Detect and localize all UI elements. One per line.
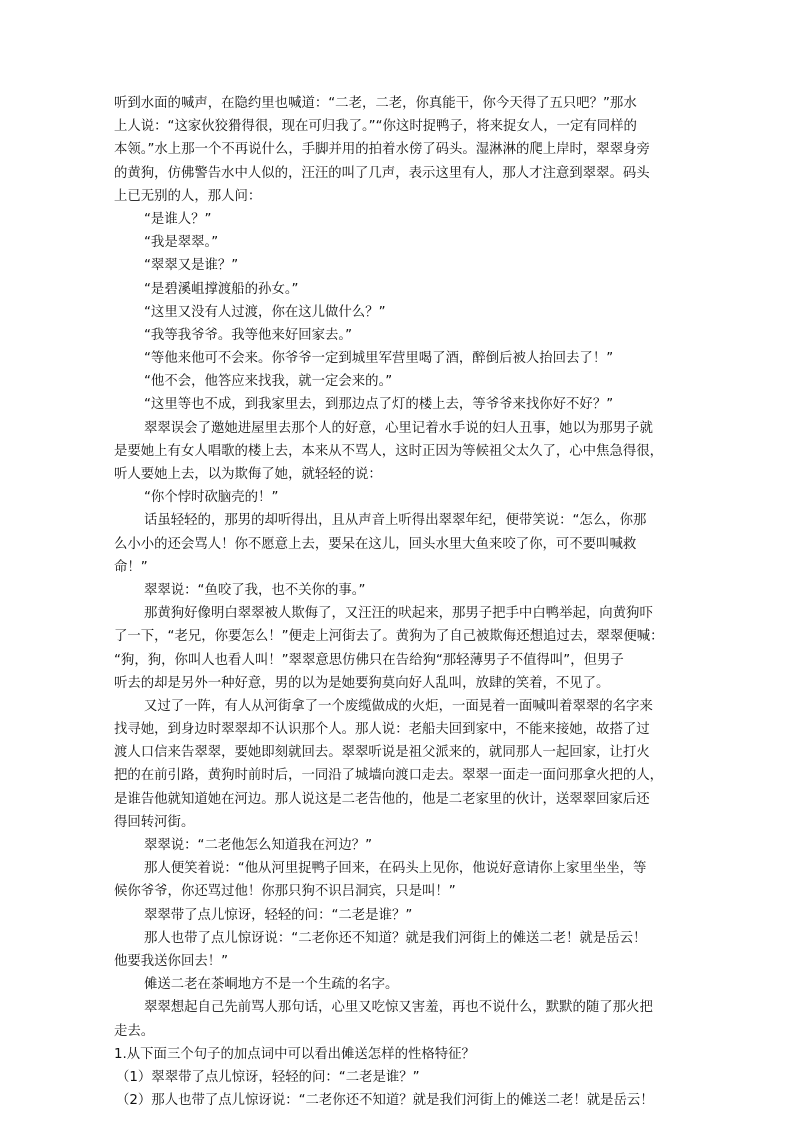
passage-line: 听人要她上去，以为欺侮了她，就轻轻的说： [114,467,382,482]
passage-line: 上已无别的人，那人问： [114,188,262,204]
passage-line: “是碧溪岨撑渡船的孙女。” [144,281,299,297]
passage-line: “翠翠又是谁？” [144,258,239,274]
passage-line: “这里等也不成，到我家里去，到那边点了灯的楼上去，等爷爷来找你好不好？” [144,397,614,413]
passage-line: “我等我爷爷。我等他来好回家去。” [144,327,353,343]
passage-line: “他不会，他答应来找我，就一定会来的。” [144,374,393,390]
passage-line: 的黄狗，仿佛警告水中人似的，汪汪的叫了几声，表示这里有人，那人才注意到翠翠。码头 [114,165,650,181]
passage-line: 把的在前引路，黄狗时前时后，一同沿了城墙向渡口走去。翠翠一面走一面问那拿火把的人， [114,768,664,784]
passage-line: 翠翠想起自己先前骂人那句话，心里又吃惊又害羞，再也不说什么，默默的随了那火把 [144,1000,653,1016]
passage-line: 是要她上有女人唱歌的楼上去，本来从不骂人，这时正因为等候祖父太久了，心中焦急得很， [114,443,664,459]
passage-line: 他要我送你回去！” [114,953,229,969]
question-title: 1.从下面三个句子的加点词中可以看出傩送怎样的性格特征？ [114,1046,475,1062]
passage-text [114,92,680,1043]
passage-line: 本领。”水上那一个不再说什么，手脚并用的拍着水傍了码头。湿淋淋的爬上岸时，翠翠身旁 [114,142,650,158]
passage-line: “你个悖时砍脑壳的！” [144,490,279,506]
passage-line: 话虽轻轻的，那男的却听得出，且从声音上听得出翠翠年纪，便带笑说：“怎么，你那 [144,513,647,529]
passage-line: 走去。 [114,1023,155,1039]
passage-line: 又过了一阵，有人从河街拿了一个废缆做成的火炬，一面晃着一面喊叫着翠翠的名字来 [144,698,653,714]
passage-line: 翠翠说：“鱼咬了我，也不关你的事。” [144,582,366,598]
passage-line: 傩送二老在茶峒地方不是一个生疏的名字。 [144,977,399,993]
passage-line: 听到水面的喊声，在隐约里也喊道：“二老，二老，你真能干，你今天得了五只吧？”那水 [114,96,637,111]
question-block [114,1043,680,1113]
passage-line: 听去的却是另外一种好意，男的以为是她要狗莫向好人乱叫，放肆的笑着，不见了。 [114,675,610,691]
passage-line: 那人便笑着说：“他从河里捉鸭子回来，在码头上见你，他说好意请你上家里坐坐，等 [144,861,647,877]
question-item-1: （1）翠翠带了点儿惊讶，轻轻的问：“二老是谁？” [116,1069,420,1085]
passage-line: 么小小的还会骂人！你不愿意上去，要呆在这儿，回头水里大鱼来咬了你，可不要叫喊救 [114,536,637,552]
passage-line: 翠翠误会了邀她进屋里去那个人的好意，心里记着水手说的妇人丑事，她以为那男子就 [144,420,653,436]
passage-line: 那黄狗好像明白翠翠被人欺侮了，又汪汪的吠起来，那男子把手中白鸭举起，向黄狗吓 [144,606,653,622]
passage-line: 是谁告他就知道她在河边。那人说这是二老告他的，他是二老家里的伙计，送翠翠回家后还 [114,791,650,807]
passage-line: 翠翠带了点儿惊讶，轻轻的问：“二老是谁？” [144,907,413,923]
passage-line: “我是翠翠。” [144,235,219,251]
passage-line: 渡人口信来告翠翠，要她即刻就回去。翠翠听说是祖父派来的，就同那人一起回家，让打火 [114,745,650,761]
passage-line: “这里又没有人过渡，你在这儿做什么？” [144,304,386,320]
passage-line: 翠翠说：“二老他怎么知道我在河边？” [144,838,373,853]
passage-line: 命！” [114,559,148,575]
question-item-2: （2）那人也带了点儿惊讶说：“二老你还不知道？就是我们河街上的傩送二老！就是岳云！ [116,1093,654,1109]
passage-line: 上人说：“这家伙狡猾得很，现在可归我了。”“你这时捉鸭子，将来捉女人，一定有同样的 [114,119,637,135]
passage-line: “等他来他可不会来。你爷爷一定到城里军营里喝了酒，醉倒后被人抬回去了！” [144,351,614,367]
passage-line: 得回转河街。 [114,814,195,830]
passage-line: 找寻她，到身边时翠翠却不认识那个人。那人说：老船夫回到家中，不能来接她，故搭了过 [114,722,650,738]
passage-line: “狗，狗，你叫人也看人叫！”翠翠意思仿佛只在告给狗“那轻薄男子不值得叫”，但男子 [114,652,624,668]
passage-line: 了一下，“老兄，你要怎么！”便走上河街去了。黄狗为了自己被欺侮还想追过去，翠翠便喊： [114,629,664,645]
passage-line: 候你爷爷，你还骂过他！你那只狗不识吕洞宾，只是叫！” [114,884,456,900]
passage-line: 那人也带了点儿惊讶说：“二老你还不知道？就是我们河街上的傩送二老！就是岳云！ [144,930,647,946]
passage-line: “是谁人？” [144,211,212,227]
